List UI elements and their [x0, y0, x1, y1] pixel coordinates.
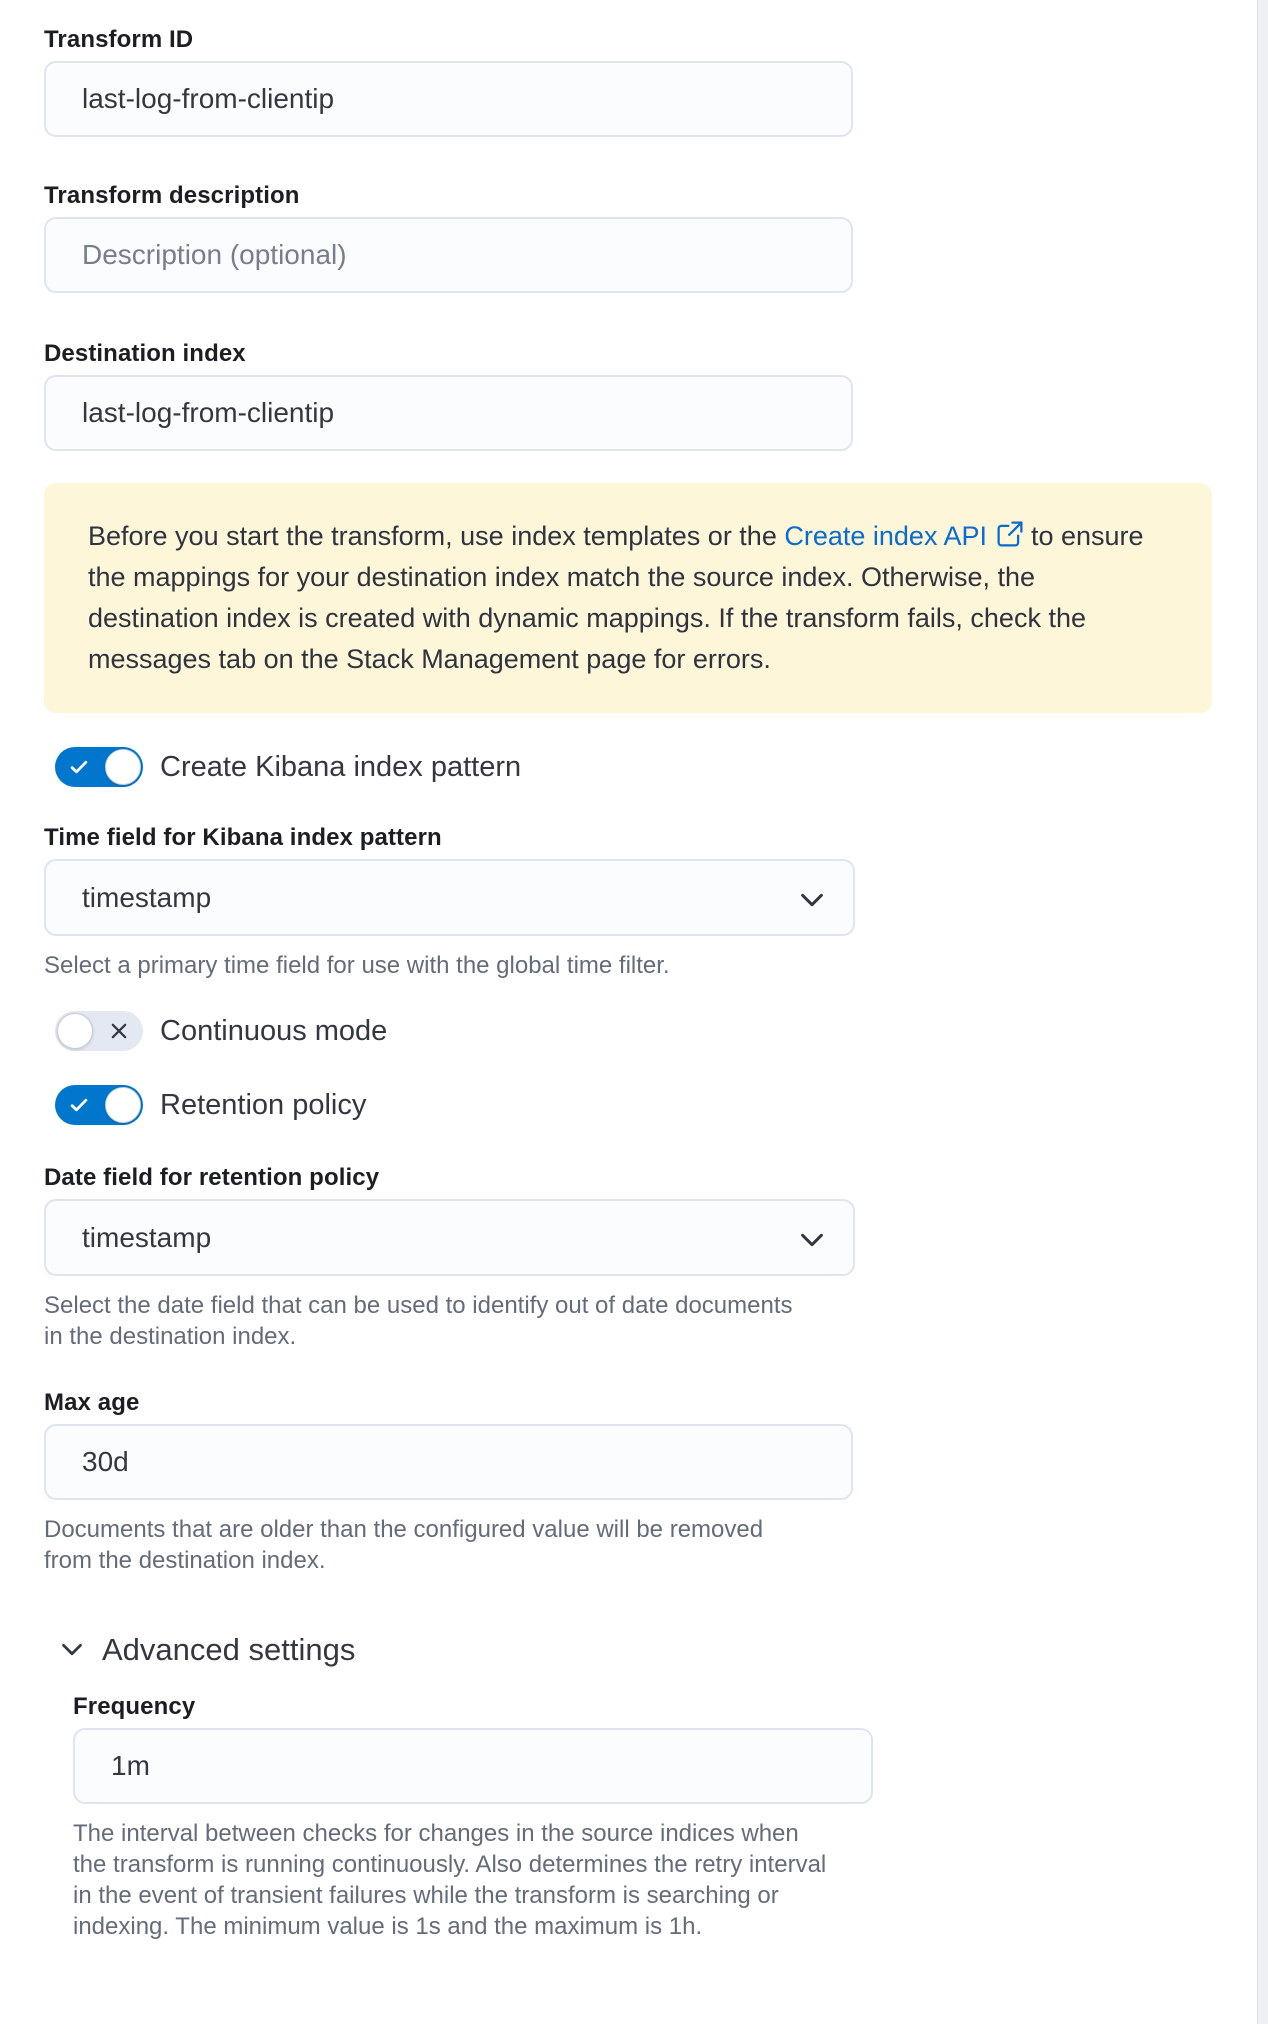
chevron-down-icon — [57, 1635, 87, 1665]
frequency-label: Frequency — [73, 1693, 196, 1720]
check-icon — [68, 756, 90, 778]
cross-icon — [108, 1020, 130, 1042]
frequency-help: The interval between checks for changes in the source indices when the transform is running continuously. Also determines the retry interval in the event of transient failures while the transform is searching or indexing. The minimum value is 1s and the maximum is 1h. — [73, 1820, 827, 1940]
chevron-down-icon — [797, 885, 827, 915]
time-field-selected-value: timestamp — [82, 881, 212, 913]
destination-index-label: Destination index — [44, 340, 246, 367]
max-age-label: Max age — [44, 1389, 140, 1416]
max-age-help: Documents that are older than the configured value will be removed from the destination index. — [44, 1516, 764, 1574]
toggle-knob — [57, 1013, 93, 1049]
create-kibana-index-pattern-toggle[interactable] — [55, 747, 143, 787]
create-kibana-index-pattern-row — [55, 747, 1256, 787]
date-field-label: Date field for retention policy — [44, 1164, 380, 1191]
date-field-select[interactable] — [44, 1199, 855, 1276]
advanced-settings-label: Advanced settings — [102, 1632, 356, 1667]
create-kibana-index-pattern-label: Create Kibana index pattern — [160, 750, 522, 783]
callout-text-after: to ensure the mappings for your destination index match the source index. Otherwise, the destination index is created with dynamic mappings. If the transform fails, check the messages tab on the Stack Management page for errors. — [88, 521, 1144, 674]
frequency-input[interactable] — [73, 1728, 873, 1804]
retention-policy-label: Retention policy — [160, 1088, 367, 1121]
toggle-knob — [105, 1087, 141, 1123]
mappings-warning-callout — [44, 483, 1212, 713]
transform-description-input[interactable] — [44, 217, 853, 293]
create-index-api-link[interactable]: Create index API — [784, 521, 1031, 551]
vertical-scrollbar[interactable] — [1257, 0, 1268, 2024]
time-field-select[interactable] — [44, 859, 855, 936]
date-field-selected-value: timestamp — [82, 1221, 212, 1253]
retention-policy-toggle[interactable] — [55, 1085, 143, 1125]
advanced-settings-content — [73, 1692, 1256, 1942]
continuous-mode-label: Continuous mode — [160, 1014, 388, 1047]
transform-id-input[interactable] — [44, 61, 853, 137]
transform-id-label: Transform ID — [44, 26, 194, 53]
external-link-icon — [997, 521, 1023, 547]
callout-text-before: Before you start the transform, use index templates or the — [88, 521, 777, 551]
retention-policy-row — [55, 1085, 1256, 1125]
toggle-knob — [105, 749, 141, 785]
time-field-label: Time field for Kibana index pattern — [44, 824, 442, 851]
continuous-mode-toggle[interactable] — [55, 1011, 143, 1051]
transform-description-label: Transform description — [44, 182, 300, 209]
chevron-down-icon — [797, 1225, 827, 1255]
check-icon — [68, 1094, 90, 1116]
continuous-mode-row — [55, 1011, 1256, 1051]
advanced-settings-accordion[interactable] — [57, 1632, 1256, 1668]
date-field-help: Select the date field that can be used to identify out of date documents in the destination index. — [44, 1292, 793, 1350]
time-field-help: Select a primary time field for use with the global time filter. — [44, 952, 670, 979]
max-age-input[interactable] — [44, 1424, 853, 1500]
destination-index-input[interactable] — [44, 375, 853, 451]
